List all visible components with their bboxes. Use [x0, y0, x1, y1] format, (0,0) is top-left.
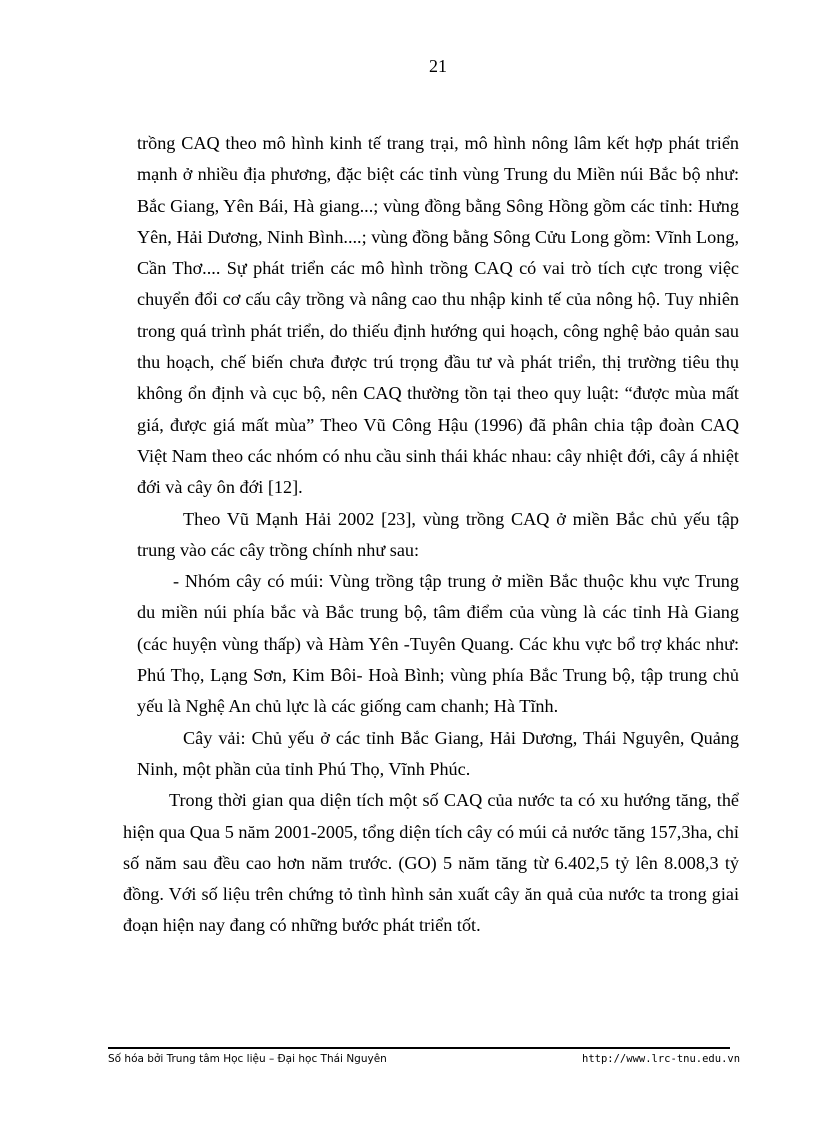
page-number: 21 — [429, 56, 447, 76]
document-body — [123, 128, 739, 942]
footer-source-text: Số hóa bởi Trung tâm Học liệu – Đại học Thái Nguyên — [108, 1053, 387, 1065]
paragraph-continuation: trồng CAQ theo mô hình kinh tế trang trại, mô hình nông lâm kết hợp phát triển mạnh ở nhiều địa phương, đặc biệt các tỉnh vùng Trung du Miền núi Bắc bộ như: Bắc Giang, Yên Bái, Hà giang...; vùng đồng bằng Sông Hồng gồm các tỉnh: Hưng Yên, Hải Dương, Ninh Bình....; vùng đồng bằng Sông Cửu Long gồm: Vĩnh Long, Cần Thơ.... Sự phát triển các mô hình trồng CAQ có vai trò tích cực trong việc chuyển đổi cơ cấu cây trồng và nâng cao thu nhập kinh tế của nông hộ. Tuy nhiên trong quá trình phát triển, do thiếu định hướng qui hoạch, công nghệ bảo quản sau thu hoạch, chế biến chưa được trú trọng đầu tư và phát triển, thị trường tiêu thụ không ổn định và cục bộ, nên CAQ thường tồn tại theo quy luật: “được mùa mất giá, được giá mất mùa” Theo Vũ Công Hậu (1996) đã phân chia tập đoàn CAQ Việt Nam theo các nhóm có nhu cầu sinh thái khác nhau: cây nhiệt đới, cây á nhiệt đới và cây ôn đới [12]. — [137, 133, 739, 498]
footer-divider — [108, 1047, 730, 1049]
paragraph-citrus-group: - Nhóm cây có múi: Vùng trồng tập trung ở miền Bắc thuộc khu vực Trung du miền núi phía bắc và Bắc trung bộ, tâm điểm của vùng là các tỉnh Hà Giang (các huyện vùng thấp) và Hàm Yên -Tuyên Quang. Các khu vực bổ trợ khác như: Phú Thọ, Lạng Sơn, Kim Bôi- Hoà Bình; vùng phía Bắc Trung bộ, tập trung chủ yếu là Nghệ An chủ lực là các giống cam chanh; Hà Tĩnh. — [137, 571, 739, 717]
paragraph-vu-manh-hai: Theo Vũ Mạnh Hải 2002 [23], vùng trồng CAQ ở miền Bắc chủ yếu tập trung vào các cây trồng chính như sau: — [137, 508, 739, 560]
paragraph-area-growth: Trong thời gian qua diện tích một số CAQ của nước ta có xu hướng tăng, thể hiện qua Qua 5 năm 2001-2005, tổng diện tích cây có múi cả nước tăng 157,3ha, chỉ số năm sau đều cao hơn năm trước. (GO) 5 năm tăng từ 6.402,5 tỷ lên 8.008,3 tỷ đồng. Với số liệu trên chứng tỏ tình hình sản xuất cây ăn quả của nước ta trong giai đoạn hiện nay đang có những bước phát triển tốt. — [123, 790, 739, 936]
paragraph-lychee: Cây vải: Chủ yếu ở các tỉnh Bắc Giang, Hải Dương, Thái Nguyên, Quảng Ninh, một phần của tỉnh Phú Thọ, Vĩnh Phúc. — [137, 727, 739, 779]
footer-url-link[interactable]: http://www.lrc-tnu.edu.vn — [582, 1053, 741, 1065]
